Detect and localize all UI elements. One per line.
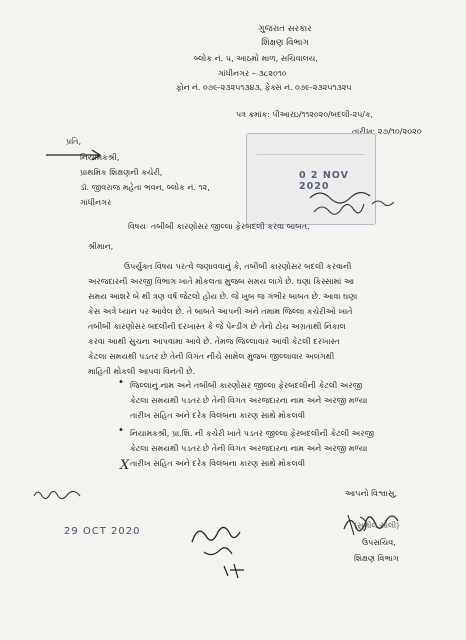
recipient-office: પ્રાથમિક શિક્ષણની કચેરી, [80,167,163,177]
letter-reference-number: પત્ર ક્રમાંક: પીઆરઇ/૧૧૨૦૨૦/બદલી-૨૫/ક, [236,110,374,119]
salutation: શ્રીમાન, [88,241,114,251]
subject-line: વિષયઃ તબીબી કારણોસર જીલ્લા ફેરબદલી કરવા બાબત. [128,221,310,231]
header-address: બ્લોક નં. ૫, આઠમો માળ, સચિવાલય, [194,53,318,63]
handwritten-note-left [30,484,90,504]
handwritten-initials [184,512,274,582]
header-phone-fax: ફોન નં. ૦૭૯-૨૩૨૫૧૩૪૩, ફેક્સ નં. ૦૭૯-૨૩૨૫૧૩૨૫ [176,83,352,92]
bullet-marker: • [118,377,124,388]
stamp-date: 0 2 NOV 2020 [299,170,349,192]
letter-date: તારીખ: ૨૭/૧૦/૨૦૨૦ [352,126,422,136]
body-line: કરવા આથી સુચના આપવામા આવે છે. તેમજ જિલ્લાવાર આવી કેટલી દરખાસ્ત [88,336,340,346]
stamped-date: 29 OCT 2020 [64,526,141,537]
header-govt: ગુજરાત સરકાર [258,24,312,34]
body-line: કેસ અત્રે ધ્યાન પર આવેલ છે. તે બાબતે આપની અને તમામ જિલ્લા કચેરીઓ ખાતે [88,306,353,316]
body-line: સમય આશરે બે થી ત્રણ વર્ષ જેટલો હોય છે. જે ખુબ જ ગંભીર બાબત છે. આવા ઘણા [88,291,358,301]
bullet-1-line: કેટલા સમયથી પડતર છે તેની વિગત અરજદારના નામ અને અરજી મળ્યા [130,395,368,405]
header-department: શિક્ષણ વિભાગ [261,38,309,48]
body-line: તબીબી કારણોસર બદલીની દરખાસ્ત કે જે પેન્ડીંગ છે તેનો ટોચ અગ્રતાથી નિકાલ [88,321,346,331]
handwritten-x-mark: X [120,458,130,473]
body-line: માહિતી મોકલી આપવા વિનંતી છે. [88,366,196,376]
bullet-marker: • [118,425,124,436]
signatory-designation: ઉપસચિવ, [362,537,396,547]
closing-faithfully: આપનો વિશ્વાસુ, [345,488,398,498]
bullet-2-line: કેટલા સમયથી પડતર છે તેની વિગત અરજદારના નામ અને અરજી મળ્યા [130,443,368,453]
signatory-name: (સુનીલ સોલી) [354,521,400,530]
signatory-department: શિક્ષણ વિભાગ [354,553,399,563]
bullet-1-line: જિલ્લાનુ નામ અને તબીબી કારણોસર જીલ્લા ફેરબદલીની કેટલી અરજી [130,380,363,390]
recipient-building: ડૉ. જીવરાજ મહેતા ભવન, બ્લોક નં. ૧૨, [80,182,210,192]
bullet-2-line: તારીખ સહિત અને દરેક વિલંબના કારણ સાથે મોકલવી [130,458,306,468]
recipient-title: નિયામકશ્રી, [80,152,120,162]
body-line: ઉપર્યુક્ત વિષય પરત્વે જણાવવાનું કે, તબીબી કારણોસર બદલી કરવાની [124,261,352,271]
stamp-header-lines [257,140,365,155]
bullet-1-line: તારીખ સહિત અને દરેક વિલંબના કારણ સાથે મોકલવી [130,410,306,420]
bullet-2-line: નિયામકશ્રી, પ્રા.શિ. ની કચેરી ખાતે પડતર જીલ્લા ફેરબદલીની કેટલી અરજી [130,428,375,438]
recipient-prati: પ્રતિ, [66,136,82,146]
body-line: કેટલા સમયથી પડતર છે તેની વિગત નીચે સામેલ મુજબ જીલ્લાવાર અલગથી [88,351,335,361]
recipient-city: ગાંધીનગર [80,197,112,207]
handwritten-marks-stamp [300,178,400,228]
body-line: અરજદારની અરજી વિભાગ ખાતે મોકલતા મુજબ સમય લાગે છે. ઘણા કિસ્સામાં આ [88,276,355,286]
header-city: ગાંધીનગર – ૩૮૨૦૧૦ [218,68,287,78]
